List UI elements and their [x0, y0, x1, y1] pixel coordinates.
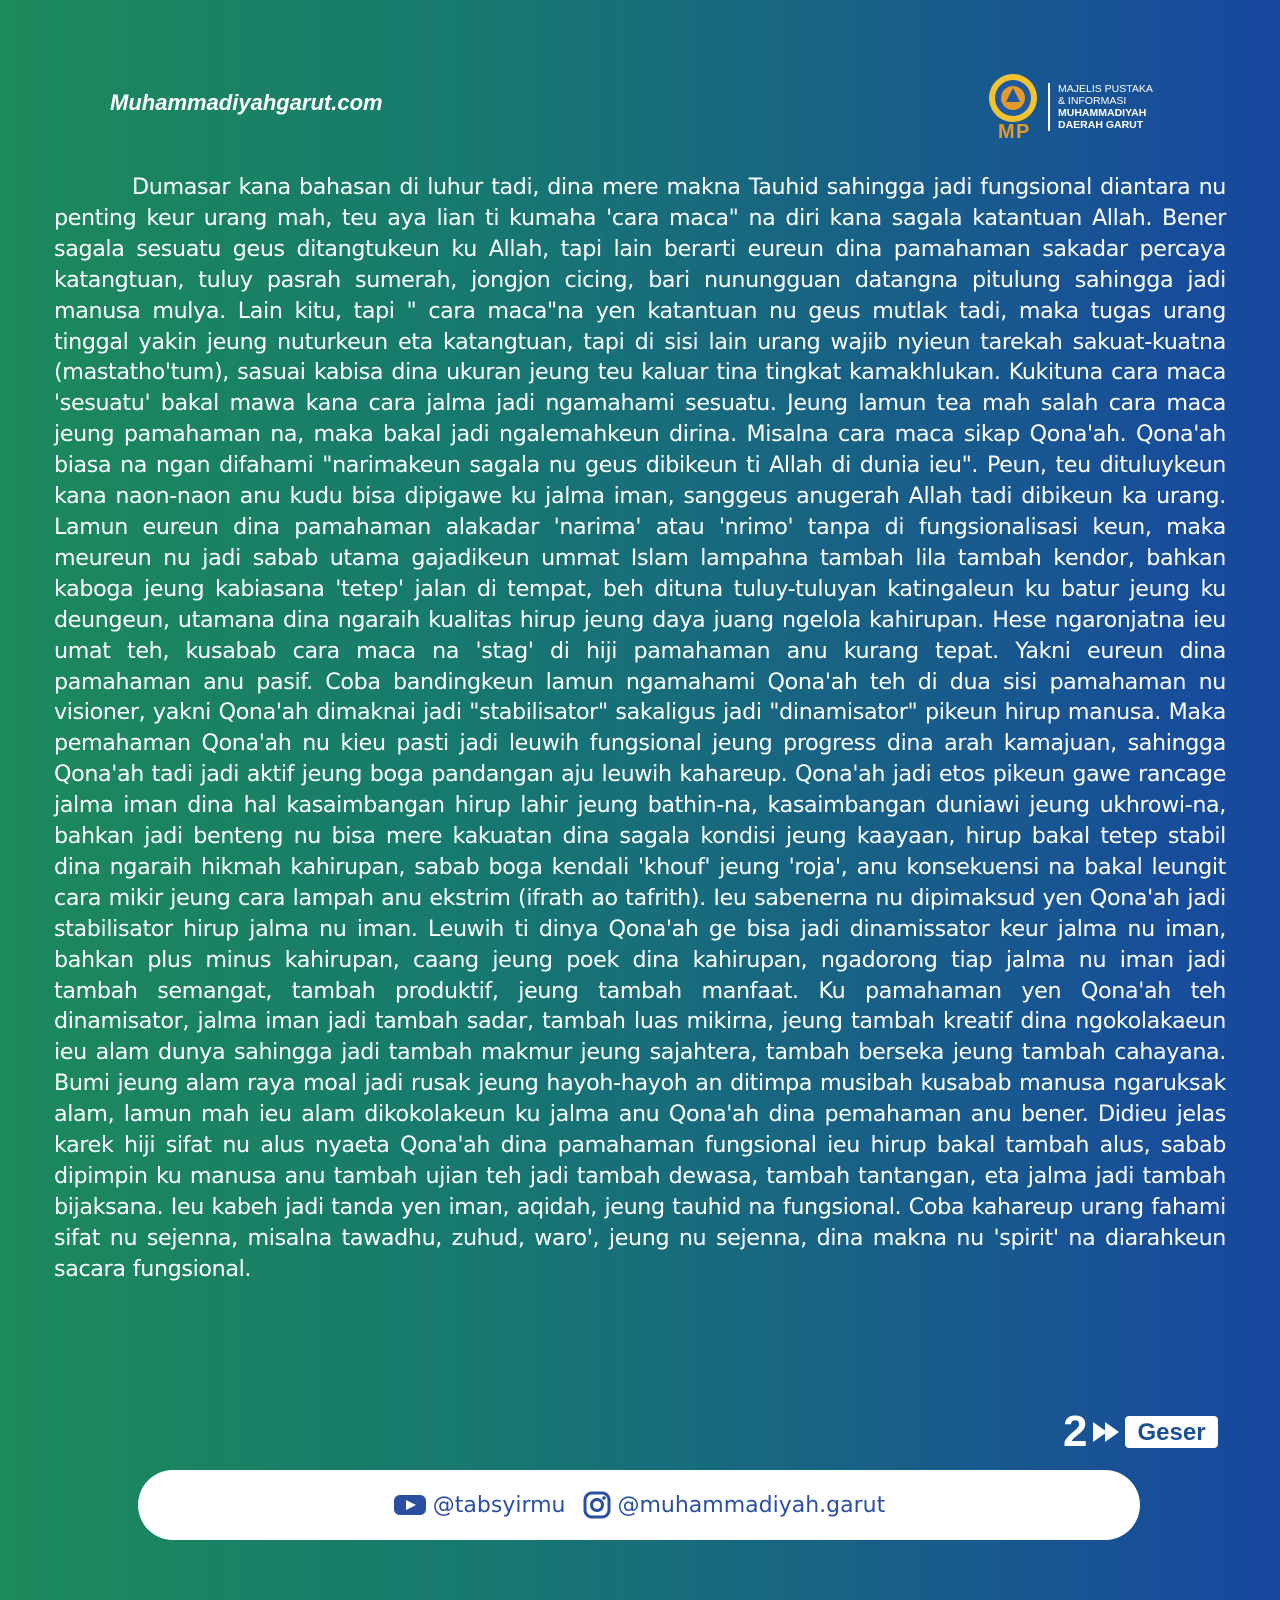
- site-url: Muhammadiyahgarut.com: [110, 90, 383, 115]
- logo-text: [1058, 83, 1153, 131]
- social-bar: [138, 1470, 1140, 1540]
- logo-block: [986, 72, 1153, 142]
- youtube-icon: [393, 1493, 427, 1517]
- pager[interactable]: [1063, 1407, 1218, 1456]
- logo-line-2: & INFORMASI: [1058, 95, 1127, 107]
- logo-divider: [1048, 83, 1050, 131]
- logo-line-1: MAJELIS PUSTAKA: [1058, 83, 1153, 95]
- svg-text:M: M: [998, 121, 1015, 142]
- article-body: Dumasar kana bahasan di luhur tadi, dina mere makna Tauhid sahingga jadi fungsional diantara nu penting keur urang mah, teu aya lian ti kumaha 'cara maca" na diri kana sagala katantuan Allah. Bener sagala sesuatu geus ditangtukeun ku Allah, tapi lain berarti eureun dina pamahaman sakadar percaya katangtuan, tuluy pasrah sumerah, jongjon cicing, bari nunungguan datangna pitulung sahingga jadi manusa mulya. Lain kitu, tapi " cara maca"na yen katantuan nu geus mutlak tadi, maka tugas urang tinggal yakin jeung nuturkeun eta katangtuan, tapi di sisi lain urang wajib nyieun tarekah sakuat-kuatna (mastatho'tum), sasuai kabisa dina ukuran jeung teu kaluar tina tingkat kamakhlukan. Kukituna cara maca 'sesuatu' bakal mawa kana cara jalma jadi ngamahami sesuatu. Jeung lamun tea mah salah cara maca jeung pamahaman na, maka bakal jadi ngalemahkeun dirina. Misalna cara maca sikap Qona'ah. Qona'ah biasa na ngan difahami "narimakeun sagala nu geus dibikeun ti Allah di dunia ieu". Peun, teu dituluykeun kana naon-naon anu kudu bisa dipigawe ku jalma iman, sanggeus anugerah Allah tadi dibikeun ka urang. Lamun eureun dina pamahaman alakadar 'narima' atau 'nrimo' tanpa di fungsionalisasi keun, maka meureun nu jadi sabab utama gajadikeun ummat Islam lampahna tambah lila tambah kendor, bahkan kaboga jeung kabiasana 'tetep' jalan di tempat, beh dituna tuluy-tuluyan katingaleun ku batur jeung ku deungeun, utamana dina ngaraih kualitas hirup jeung daya juang ngelola kahirupan. Hese ngaronjatna ieu umat teh, kusabab cara maca na 'stag' di hiji pamahaman anu kurang tepat. Yakni eureun dina pamahaman anu pasif. Coba bandingkeun lamun ngamahami Qona'ah teh di dua sisi pamahaman nu visioner, yakni Qona'ah dimaknai jadi "stabilisator" sakaligus jadi "dinamisator" pikeun hirup manusa. Maka pemahaman Qona'ah nu kieu pasti jadi leuwih fungsional jeung progress dina arah kamajuan, sahingga Qona'ah tadi jadi aktif jeung boga pandangan aju leuwih kahareup. Qona'ah jadi etos pikeun gawe rancage jalma iman dina hal kasaimbangan hirup lahir jeung bathin-na, kasaimbangan duniawi jeung ukhrowi-na, bahkan jadi benteng nu bisa mere kakuatan dina sagala kondisi jeung kaayaan, hirup bakal tetep stabil dina ngaraih hikmah kahirupan, sabab boga kendali 'khouf' jeung 'roja', anu konsekuensi na bakal leungit cara mikir jeung cara lampah anu ekstrim (ifrath ao tafrith). Ieu sabenerna nu dipimaksud yen Qona'ah jadi stabilisator hirup jalma nu iman. Leuwih ti dinya Qona'ah ge bisa jadi dinamissator keur jalma nu iman, bahkan plus minus kahirupan, caang jeung poek dina kahirupan, ngadorong tiap jalma nu iman jadi tambah semangat, tambah produktif, jeung tambah manfaat. Ku pamahaman yen Qona'ah teh dinamisator, jalma iman jadi tambah sadar, tambah luas mikirna, jeung tambah kreatif dina ngokolakaeun ieu alam dunya sahingga jadi tambah makmur jeung sajahtera, tambah berseka jeung tambah cahayana. Bumi jeung alam raya moal jadi rusak jeung hayoh-hayoh an ditimpa musibah kusabab manusa ngaruksak alam, lamun mah ieu alam dikokolakeun ku jalma anu Qona'ah dina pemahaman anu bener. Didieu jelas karek hiji sifat nu alus nyaeta Qona'ah dina pamahaman fungsional ieu hirup bakal tambah alus, sabab dipimpin ku manusa anu tambah ujian teh jadi tambah dewasa, tambah tantangan, eta jalma jadi tambah bijaksana. Ieu kabeh jadi tanda yen iman, aqidah, jeung tauhid na fungsional. Coba kahareup urang fahami sifat nu sejenna, misalna tawadhu, zuhud, waro', jeung nu sejenna, dina makna nu 'spirit' na diarahkeun sacara fungsional.: [54, 174, 1226, 1282]
- logo-line-3: MUHAMMADIYAH: [1058, 107, 1147, 119]
- instagram-icon: [583, 1491, 611, 1519]
- logo-line-4: DAERAH GARUT: [1058, 119, 1144, 131]
- svg-text:P: P: [1016, 121, 1030, 142]
- youtube-handle: @tabsyirmu: [432, 1492, 566, 1518]
- next-arrow-icon: [1091, 1420, 1121, 1444]
- next-button[interactable]: Geser: [1125, 1416, 1217, 1448]
- youtube-link[interactable]: [393, 1493, 566, 1518]
- page-number: 2: [1063, 1407, 1088, 1456]
- mpi-emblem-icon: [986, 72, 1040, 142]
- instagram-link[interactable]: [583, 1491, 885, 1519]
- instagram-handle: @muhammadiyah.garut: [617, 1492, 886, 1518]
